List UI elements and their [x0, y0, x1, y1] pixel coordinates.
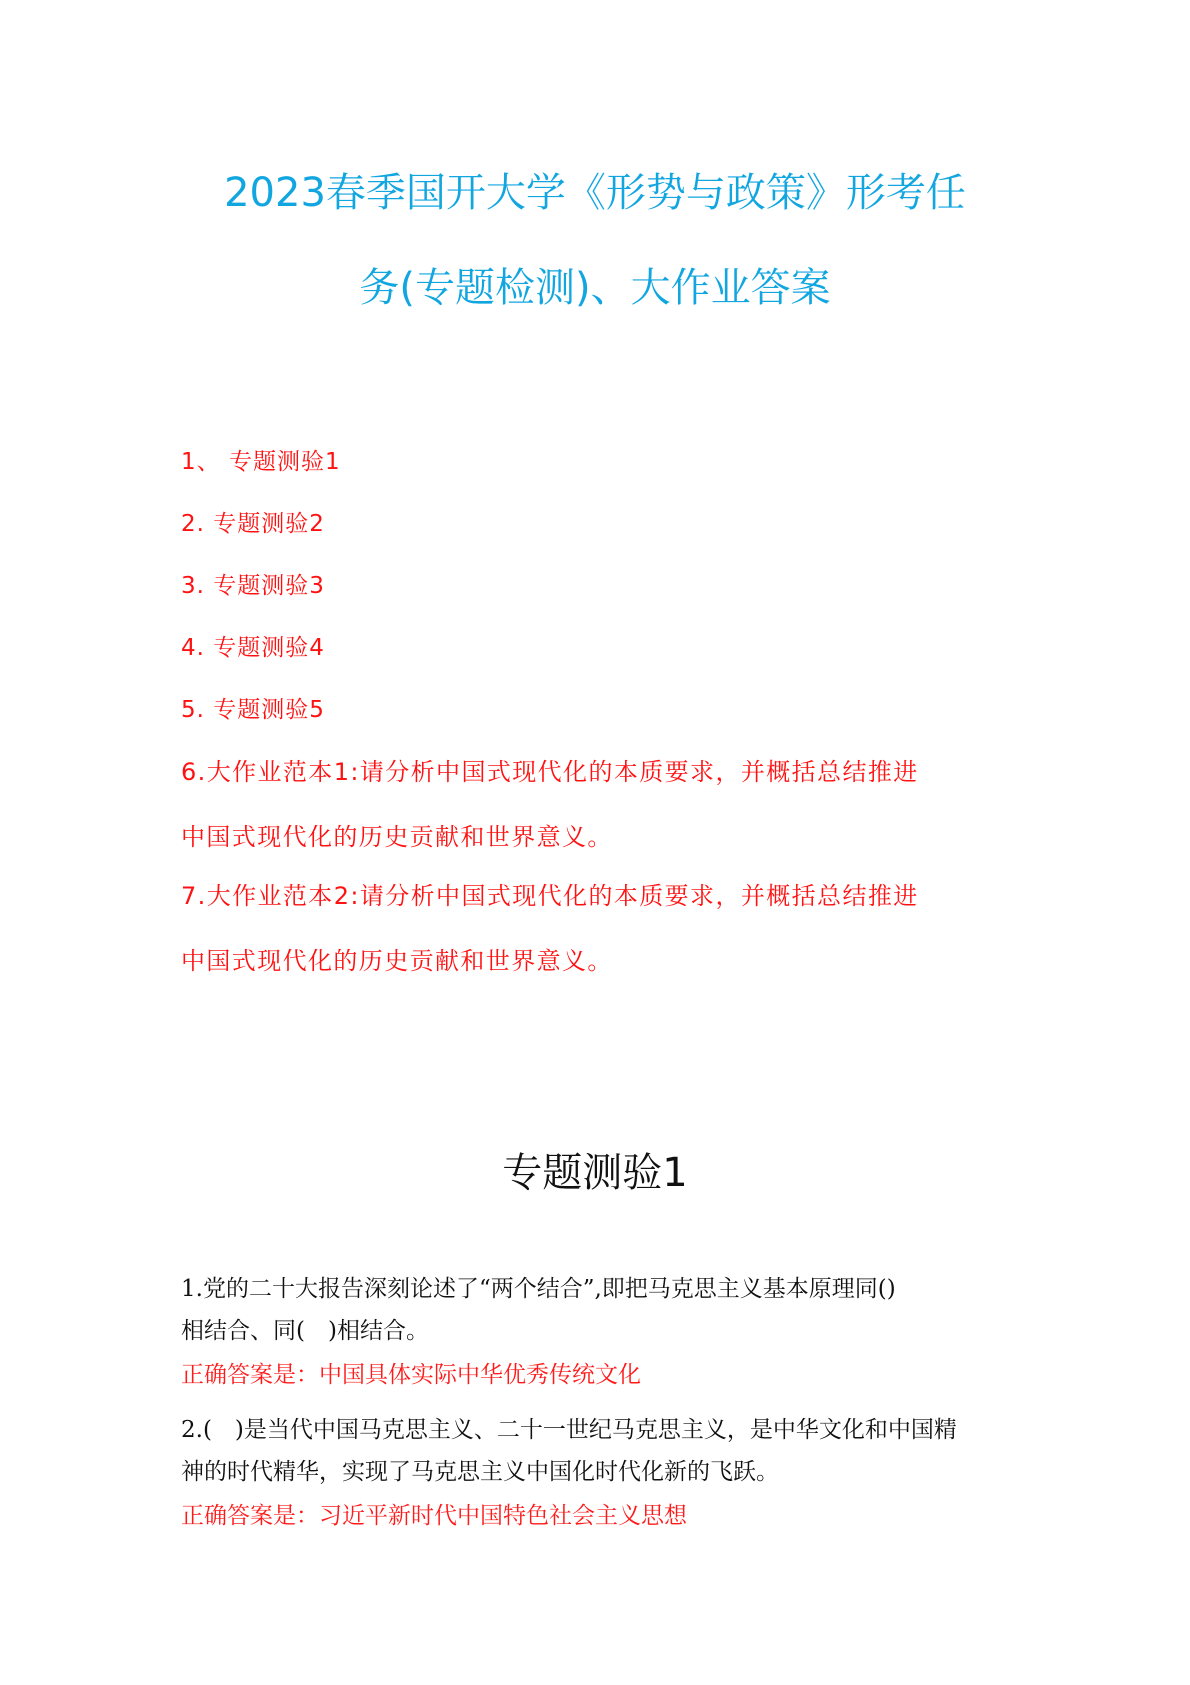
toc-item-2[interactable]: 2. 专题测验2 [181, 511, 325, 537]
question-1-text-line-2: 相结合、同( )相结合。 [181, 1318, 429, 1344]
question-1-text-line-1: 1.党的二十大报告深刻论述了“两个结合”,即把马克思主义基本原理同() [181, 1276, 896, 1302]
toc-item-6-continued[interactable]: 中国式现代化的历史贡献和世界意义。 [181, 823, 613, 851]
toc-item-1[interactable]: 1、 专题测验1 [181, 449, 341, 475]
question-1-answer: 正确答案是：中国具体实际中华优秀传统文化 [181, 1362, 641, 1388]
question-2-answer: 正确答案是：习近平新时代中国特色社会主义思想 [181, 1503, 687, 1529]
toc-item-7[interactable]: 7.大作业范本2:请分析中国式现代化的本质要求，并概括总结推进 [181, 882, 919, 910]
question-2-text-line-1: 2.( )是当代中国马克思主义、二十一世纪马克思主义，是中华文化和中国精 [181, 1417, 957, 1443]
section-title: 专题测验1 [502, 1150, 688, 1196]
document-title-line-2: 务(专题检测)、大作业答案 [359, 265, 831, 311]
toc-item-7-continued[interactable]: 中国式现代化的历史贡献和世界意义。 [181, 947, 613, 975]
question-2-text-line-2: 神的时代精华，实现了马克思主义中国化时代化新的飞跃。 [181, 1459, 779, 1485]
toc-item-4[interactable]: 4. 专题测验4 [181, 635, 325, 661]
toc-item-3[interactable]: 3. 专题测验3 [181, 573, 325, 599]
toc-item-5[interactable]: 5. 专题测验5 [181, 697, 325, 723]
toc-item-6[interactable]: 6.大作业范本1:请分析中国式现代化的本质要求，并概括总结推进 [181, 758, 919, 786]
document-title-line-1: 2023春季国开大学《形势与政策》形考任 [224, 170, 966, 216]
